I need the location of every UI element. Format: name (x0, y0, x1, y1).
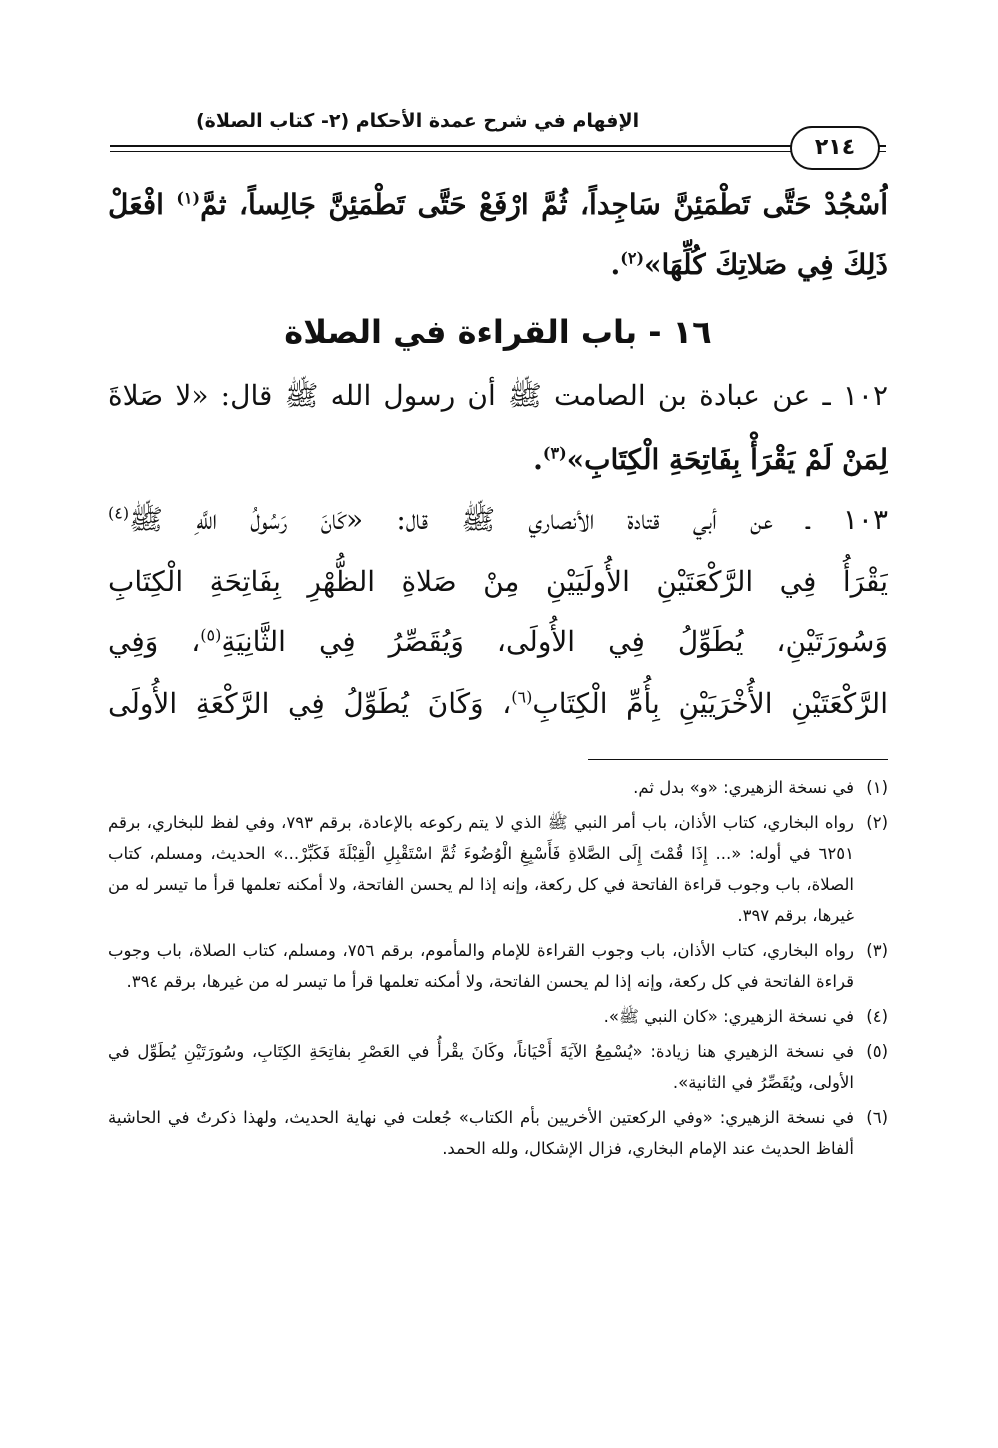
body-text: وَسُورَتَيْنِ، يُطَوِّلُ فِي الأُولَى، وَيُقَصِّرُ فِي الثَّانِيَةِ (221, 625, 888, 658)
footnote-text: في نسخة الزهيري: «و» بدل ثم. (633, 778, 854, 797)
footnote-text: في نسخة الزهيري هنا زيادة: «يُسْمِعُ الآيَةَ أَحْيَاناً، وكَانَ يقْرأُ في العَصْرِ بفاتِحَةِ الكِتَابِ، وسُورَتَيْنِ يُطَوِّل في الأولى، ويُقَصِّرُ في الثانية». (108, 1042, 854, 1092)
body-text: لِمَنْ لَمْ يَقْرَأْ بِفَاتِحَةِ الْكِتَابِ» (566, 443, 888, 476)
footnote-text: في نسخة الزهيري: «كان النبي ﷺ». (603, 1007, 854, 1026)
body-text: افْعَلْ (108, 188, 177, 221)
hadith-102: ١٠٢ ـ عن عبادة بن الصامت ﷺ أن رسول الله ﷺ قال: «لا صَلاةَ (108, 379, 888, 412)
footnote-text: في نسخة الزهيري: «وفي الركعتين الأخريين بأم الكتاب» جُعلت في نهاية الحديث، ولهذا ذكرتُ في الحاشية ألفاظ الحديث عند الإمام البخاري، فزال الإشكال، ولله الحمد. (108, 1108, 854, 1158)
section-heading: ١٦ - باب القراءة في الصلاة (284, 313, 712, 351)
footnote-number: (٥) (866, 1042, 888, 1061)
body-text: ذَلِكَ فِي صَلاتِكَ كُلِّهَا» (644, 248, 888, 281)
footnote-ref[interactable]: (٤) (108, 503, 130, 523)
header-rule (110, 145, 886, 152)
footnote-5 (108, 1036, 888, 1098)
footnote-ref[interactable]: (١) (176, 188, 201, 208)
body-line-5 (108, 490, 888, 550)
body-line-8 (108, 674, 888, 734)
body-text: يَقْرَأُ فِي الرَّكْعَتَيْنِ الأُولَيَيْنِ مِنْ صَلاةِ الظُّهْرِ بِفَاتِحَةِ الْكِتَابِ (108, 565, 888, 598)
running-header-title: الإفهام في شرح عمدة الأحكام (٢- كتاب الصلاة) (196, 110, 640, 132)
body-text: . (533, 443, 543, 476)
footnote-text: رواه البخاري، كتاب الأذان، باب وجوب القراءة للإمام والمأموم، برقم ٧٥٦، ومسلم، كتاب الصلاة، باب وجوب قراءة الفاتحة في كل ركعة، وإنه إذا لم يحسن الفاتحة، ولا أمكنه تعلمها قرأ ما تيسر له من غيرها، برقم ٣٩٤. (108, 941, 854, 991)
footnote-1 (108, 772, 888, 803)
body-line-7 (108, 612, 888, 672)
footnote-2 (108, 807, 888, 931)
body-line-6 (108, 552, 888, 612)
body-text: ، وَكَانَ يُطَوِّلُ فِي الرَّكْعَةِ الأُولَى (108, 687, 512, 720)
footnote-ref[interactable]: (٥) (200, 625, 222, 645)
body-text: الرَّكْعَتَيْنِ الأُخْرَيَيْنِ بِأُمِّ الْكِتَابِ (532, 687, 888, 720)
footnote-3 (108, 935, 888, 997)
footnote-number: (٤) (866, 1007, 888, 1026)
footnote-number: (٢) (866, 813, 888, 832)
body-text: . (610, 248, 621, 281)
footnote-ref[interactable]: (٣) (542, 443, 567, 463)
footnote-number: (٣) (866, 941, 888, 960)
footnote-4 (108, 1001, 888, 1032)
footnote-6 (108, 1102, 888, 1164)
body-line-1 (108, 175, 888, 235)
hadith-103: ١٠٣ ـ عن أبي قتادة الأنصاري ﷺ قال: «كَانَ رَسُولُ اللَّهِ ﷺ (129, 503, 888, 536)
body-line-2 (108, 235, 888, 295)
body-line-3 (108, 366, 888, 426)
body-line-4 (108, 430, 888, 490)
footnote-rule (588, 759, 888, 760)
page-number: ٢١٤ (790, 126, 880, 170)
body-text: ، وَفِي (108, 625, 201, 658)
body-text: اُسْجُدْ حَتَّى تَطْمَئِنَّ سَاجِداً، ثُمَّ ارْفَعْ حَتَّى تَطْمَئِنَّ جَالِساً، ثمَّ (200, 188, 888, 221)
footnote-number: (١) (866, 778, 888, 797)
footnote-number: (٦) (866, 1108, 888, 1127)
footnote-ref[interactable]: (٢) (620, 248, 645, 268)
footnote-text: رواه البخاري، كتاب الأذان، باب أمر النبي ﷺ الذي لا يتم ركوعه بالإعادة، برقم ٧٩٣، وفي لفظ للبخاري، برقم ٦٢٥١ في أوله: «... إِذَا قُمْتَ إِلَى الصَّلاةِ فَأَسْبِغِ الْوُضُوءَ ثُمَّ اسْتَقْبِلِ الْقِبْلَةَ فَكَبِّرْ...» الحديث، ومسلم، كتاب الصلاة، باب وجوب قراءة الفاتحة في كل ركعة، وإنه إذا لم يحسن الفاتحة، ولا أمكنه تعلمها قرأ ما تيسر له من غيرها، برقم ٣٩٧. (108, 813, 854, 925)
footnote-ref[interactable]: (٦) (511, 687, 533, 707)
footnotes (108, 772, 888, 1168)
